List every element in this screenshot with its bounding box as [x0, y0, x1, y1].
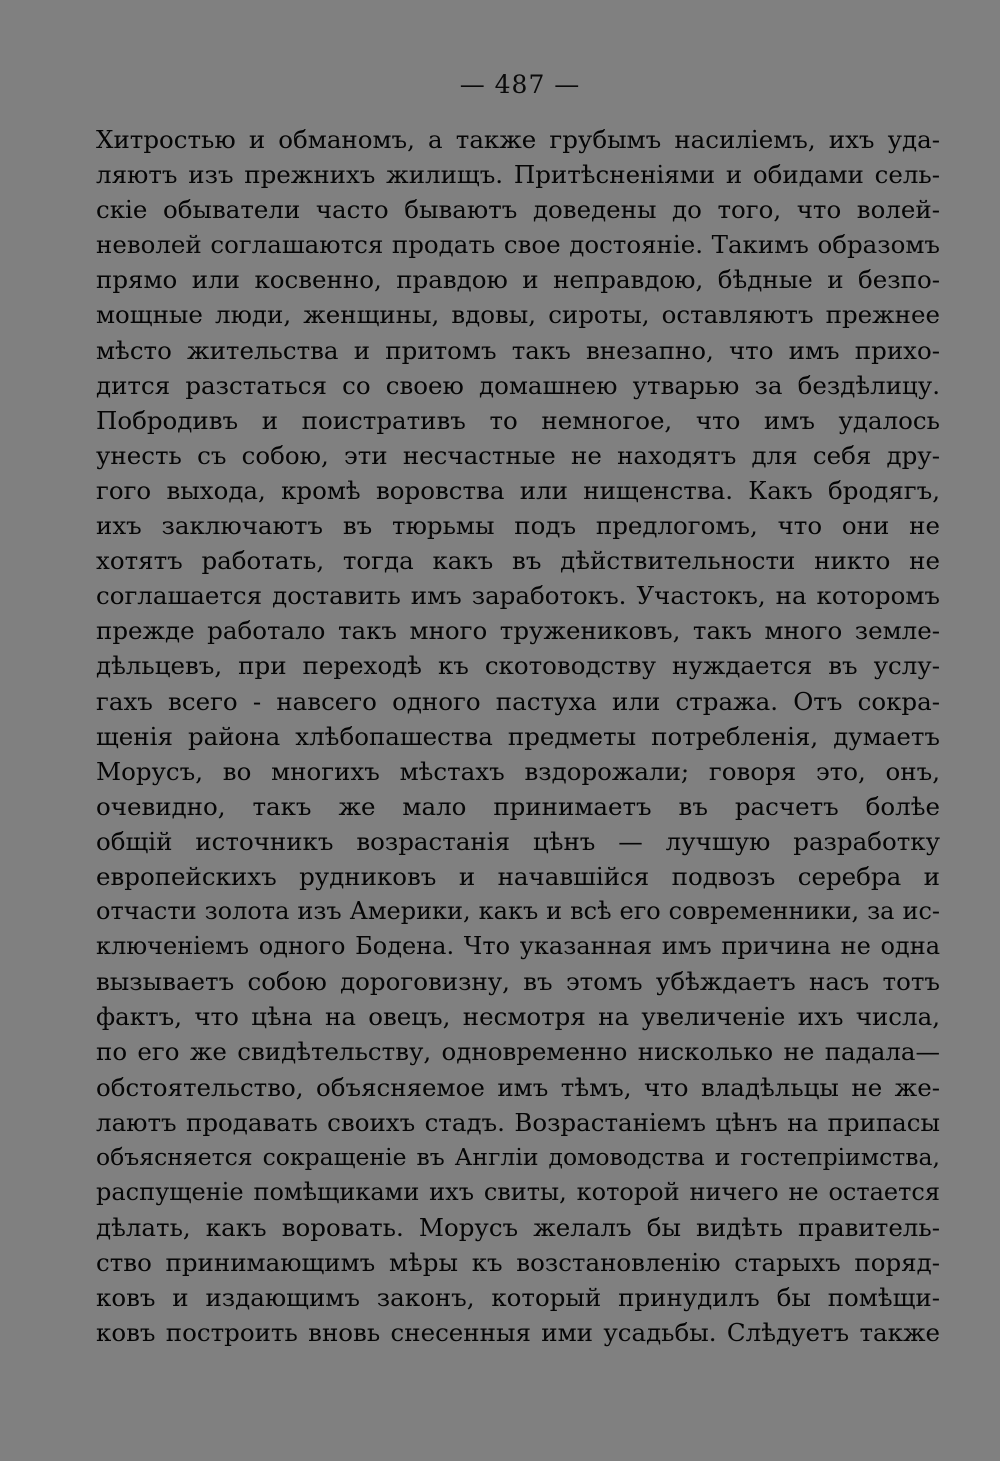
text-line: дѣльцевъ, при переходѣ къ скотоводству нуждается въ услу-	[96, 651, 940, 681]
body-text	[96, 122, 940, 1350]
text-line: дится разстаться со своею домашнею утварью за бездѣлицу.	[96, 370, 940, 400]
text-line: очевидно, такъ же мало принимаетъ въ расчетъ болѣе	[96, 791, 940, 821]
text-line: щенія района хлѣбопашества предметы потребленія, думаетъ	[96, 721, 940, 751]
text-line: дѣлать, какъ воровать. Морусъ желалъ бы видѣть правитель-	[96, 1212, 940, 1242]
text-line: ключеніемъ одного Бодена. Что указанная имъ причина не одна	[96, 932, 940, 961]
text-line: Хитростью и обманомъ, а также грубымъ насиліемъ, ихъ уда-	[96, 125, 940, 154]
text-line: объясняется сокращеніе въ Англіи домоводства и гостепріимства,	[96, 1142, 940, 1171]
text-line: гахъ всего - навсего одного пастуха или стража. Отъ сокра-	[96, 686, 940, 716]
text-line: вызываетъ собою дороговизну, въ этомъ убѣждаетъ насъ тотъ	[96, 967, 940, 997]
text-line: европейскихъ рудниковъ и начавшійся подвозъ серебра и	[96, 861, 940, 891]
text-line: общій источникъ возрастанія цѣнъ — лучшую разработку	[96, 826, 940, 856]
text-line: ковъ и издающимъ законъ, который принудилъ бы помѣщи-	[96, 1283, 940, 1313]
text-line: отчасти золота изъ Америки, какъ и всѣ его современники, за ис-	[96, 897, 940, 926]
text-line: ляютъ изъ прежнихъ жилищъ. Притѣсненіями и обидами сель-	[96, 160, 940, 190]
text-line: Морусъ, во многихъ мѣстахъ вздорожали; говоря это, онъ,	[96, 756, 940, 786]
text-line: фактъ, что цѣна на овецъ, несмотря на увеличеніе ихъ числа,	[96, 1002, 940, 1032]
text-line: обстоятельство, объясняемое имъ тѣмъ, что владѣльцы не же-	[96, 1072, 940, 1102]
text-line: мощные люди, женщины, вдовы, сироты, оставляютъ прежнее	[96, 300, 940, 330]
text-line: соглашается доставить имъ заработокъ. Участокъ, на которомъ	[96, 581, 940, 611]
text-line: по его же свидѣтельству, одновременно нисколько не падала—	[96, 1037, 940, 1067]
text-line: прежде работало такъ много тружениковъ, такъ много земле-	[96, 616, 940, 646]
text-line: хотятъ работать, тогда какъ въ дѣйствительности никто не	[96, 546, 940, 576]
text-line: мѣсто жительства и притомъ такъ внезапно, что имъ прихо-	[96, 335, 940, 365]
text-line: лаютъ продавать своихъ стадъ. Возрастаніемъ цѣнъ на припасы	[96, 1107, 940, 1137]
page-number: — 487 —	[459, 70, 581, 99]
text-line: унесть съ собою, эти несчастные не находятъ для себя дру-	[96, 440, 940, 470]
text-line: Побродивъ и поистративъ то немногое, что имъ удалось	[96, 405, 940, 435]
text-line: ство принимающимъ мѣры къ возстановленію старыхъ поряд-	[96, 1248, 940, 1277]
text-line: гого выхода, кромѣ воровства или нищенства. Какъ бродягъ,	[96, 475, 940, 505]
text-line: ихъ заключаютъ въ тюрьмы подъ предлогомъ, что они не	[96, 511, 940, 541]
text-line: прямо или косвенно, правдою и неправдою, бѣдные и безпо-	[96, 265, 940, 295]
text-line: неволей соглашаются продать свое достояніе. Такимъ образомъ	[96, 230, 940, 260]
text-line: скіе обыватели часто бываютъ доведены до того, что волей-	[96, 195, 940, 225]
text-line: распущеніе помѣщиками ихъ свиты, которой ничего не остается	[96, 1177, 940, 1206]
text-line: ковъ построить вновь снесенныя ими усадьбы. Слѣдуетъ также	[96, 1318, 940, 1348]
